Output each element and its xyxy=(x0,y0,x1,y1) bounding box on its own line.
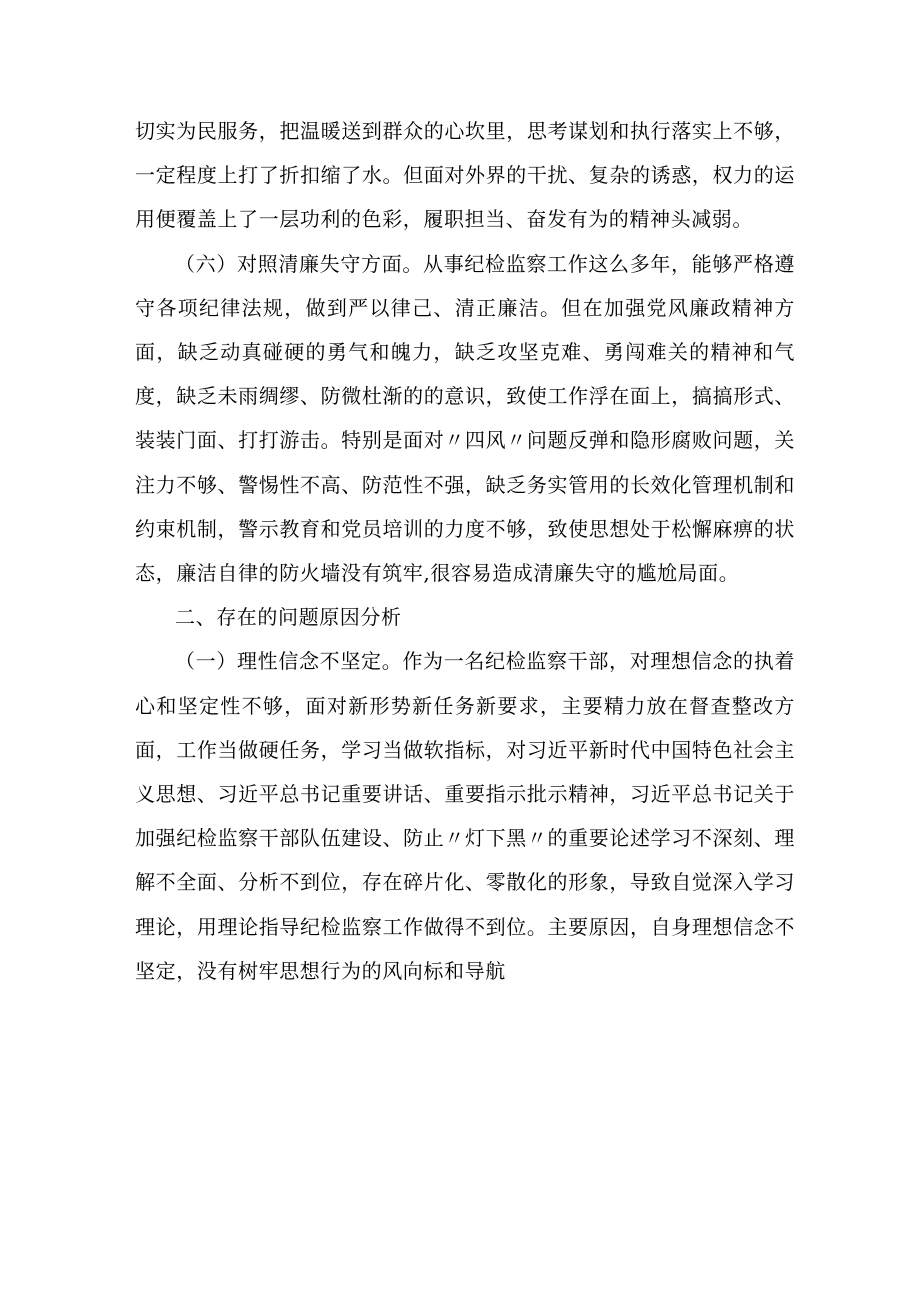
paragraph-section-six: （六）对照清廉失守方面。从事纪检监察工作这么多年，能够严格遵守各项纪律法规，做到严以律己、清正廉洁。但在加强党风廉政精神方面，缺乏动真碰硬的勇气和魄力，缺乏攻坚克难、勇闯难关的精神和气度，缺乏未雨绸缪、防微杜渐的的意识，致使工作浮在面上，搞搞形式、装装门面、打打游击。特别是面对〃四风〃问题反弹和隐形腐败问题，关注力不够、警惕性不高、防范性不强，缺乏务实管用的长效化管理机制和约束机制，警示教育和党员培训的力度不够，致使思想处于松懈麻痹的状态，廉洁自律的防火墙没有筑牢,很容易造成清廉失守的尴尬局面。 xyxy=(135,251,795,586)
document-body xyxy=(135,109,795,993)
paragraph-continuation: 切实为民服务，把温暖送到群众的心坎里，思考谋划和执行落实上不够，一定程度上打了折扣缩了水。但面对外界的干扰、复杂的诱惑，权力的运用便覆盖上了一层功利的色彩，履职担当、奋发有为的精神头减弱。 xyxy=(135,119,795,232)
heading-cause-analysis: 二、存在的问题原因分析 xyxy=(175,605,402,630)
paragraph-section-one: （一）理性信念不坚定。作为一名纪检监察干部，对理想信念的执着心和坚定性不够，面对新形势新任务新要求，主要精力放在督查整改方面，工作当做硬任务，学习当做软指标，对习近平新时代中国特色社会主义思想、习近平总书记重要讲话、重要指示批示精神，习近平总书记关于加强纪检监察干部队伍建设、防止〃灯下黑〃的重要论述学习不深刻、理解不全面、分析不到位，存在碎片化、零散化的形象，导致自觉深入学习理论，用理论指导纪检监察工作做得不到位。主要原因，自身理想信念不坚定，没有树牢思想行为的风向标和导航 xyxy=(135,649,795,983)
